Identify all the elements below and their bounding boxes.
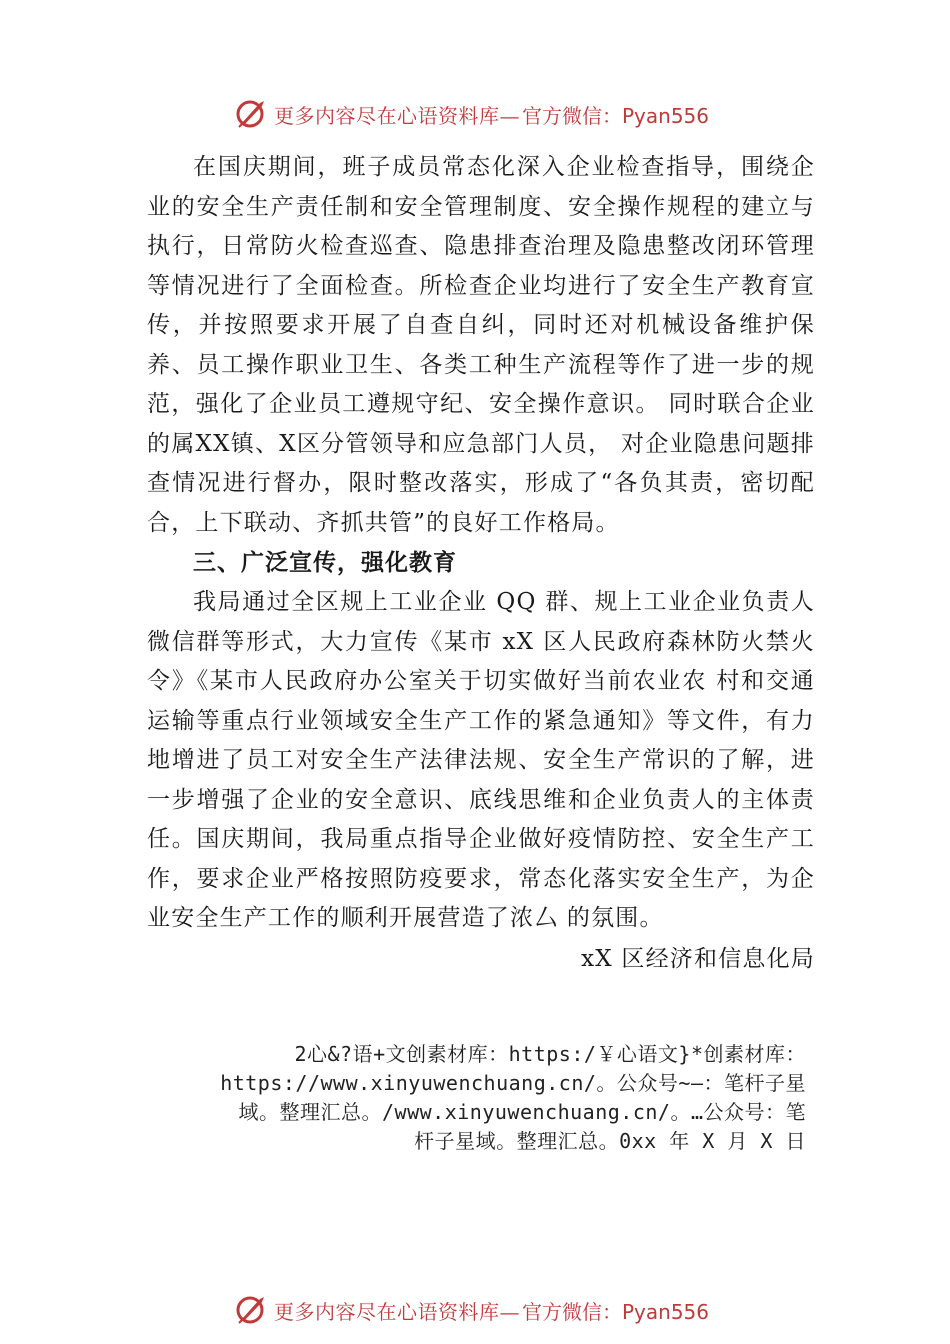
banner-wechat: 官方微信：Pyan556 bbox=[522, 1299, 710, 1324]
footer-note-line: 域。整理汇总。/www.xinyuwenchuang.cn/。…公众号：笔 bbox=[238, 1100, 806, 1124]
quill-logo-icon bbox=[234, 1293, 268, 1327]
document-body bbox=[147, 148, 815, 979]
banner-text: 更多内容尽在心语资料库— bbox=[274, 1299, 520, 1324]
section-heading-3: 三、广泛宣传，强化教育 bbox=[193, 550, 457, 576]
paragraph-publicity: 我局通过全区规上工业企业 QQ 群、规上工业企业负责人微信群等形式，大力宣传《某市 xX 区人民政府森林防火禁火令》《某市人民政府办公室关于切实做好当前农业农 村和交通运输等重点行业领域安全生产工作的紧急通知》等文件，有力地增进了员工对安全生产法律法规、安全生产常识的了解，进一步增强了企业的安全意识、底线思维和企业负责人的主体责任。国庆期间，我局重点指导企业做好疫情防控、安全生产工作，要求企业严格按照防疫要求，常态化落实安全生产，为企业安全生产工作的顺利开展营造了浓厶 的氛围。 bbox=[147, 589, 815, 931]
footer-note-line: 杆子星域。整理汇总。0xx 年 X 月 X 日 bbox=[414, 1129, 806, 1153]
paragraph-inspection: 在国庆期间，班子成员常态化深入企业检查指导，围绕企业的安全生产责任制和安全管理制度、安全操作规程的建立与执行，日常防火检查巡查、隐患排查治理及隐患整改闭环管理等情况进行了全面检查。所检查企业均进行了安全生产教育宣传，并按照要求开展了自查自纠，同时还对机械设备维护保养、员工操作职业卫生、各类工种生产流程等作了进一步的规范，强化了企业员工遵规守纪、安全操作意识。 同时联合企业的属XX镇、X区分管领导和应急部门人员， 对企业隐患问题排查情况进行督办，限时整改落实，形成了“各负其责，密切配合，上下联动、齐抓共管”的良好工作格局。 bbox=[147, 154, 815, 536]
banner-text: 更多内容尽在心语资料库— bbox=[274, 103, 520, 128]
header-banner bbox=[234, 94, 709, 134]
signature-bureau: xX 区经济和信息化局 bbox=[581, 945, 815, 972]
footer-note-line: 2心&?语+文创素材库：https:/￥心语文}*创素材库： bbox=[294, 1042, 806, 1066]
footer-banner bbox=[234, 1290, 709, 1330]
banner-wechat: 官方微信：Pyan556 bbox=[522, 103, 710, 128]
quill-logo-icon bbox=[234, 97, 268, 131]
footer-note bbox=[150, 1040, 806, 1156]
footer-note-line: https://www.xinyuwenchuang.cn/。公众号~—：笔杆子星 bbox=[220, 1071, 806, 1095]
